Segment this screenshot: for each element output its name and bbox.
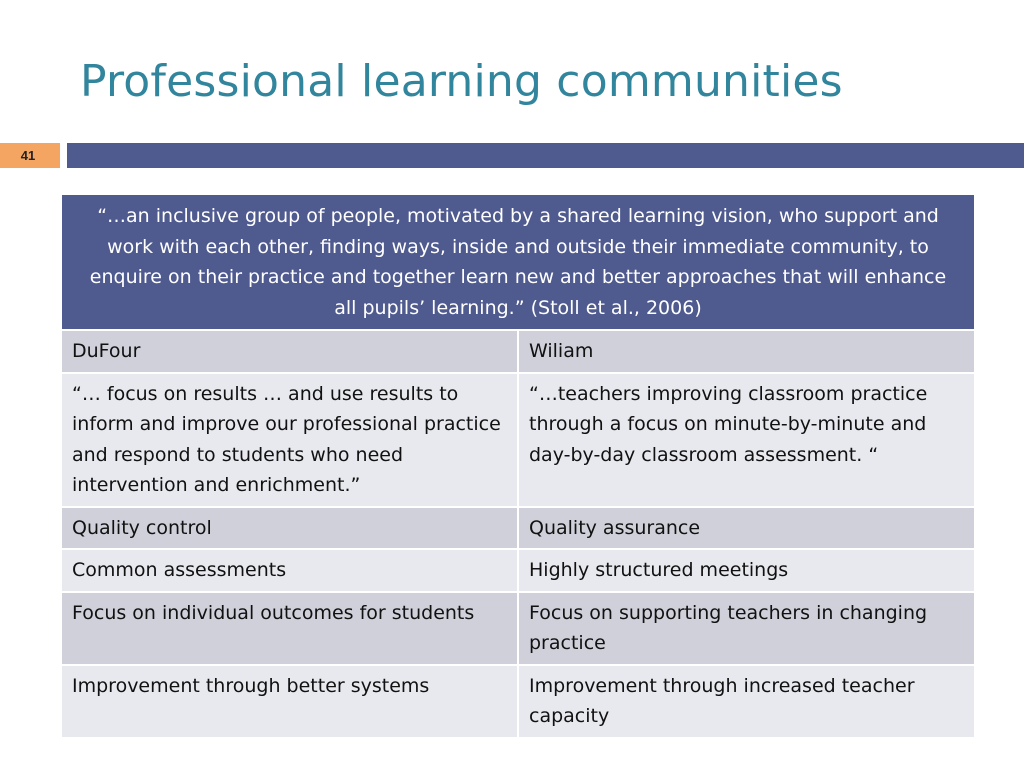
- table-row: [61, 665, 975, 738]
- page-number-badge: [0, 143, 60, 168]
- table-cell-right: Highly structured meetings: [518, 549, 975, 592]
- table-row: [61, 592, 975, 665]
- page-number: 41: [20, 148, 36, 163]
- table-cell-left: DuFour: [61, 330, 518, 373]
- table-cell-right: “…teachers improving classroom practice through a focus on minute-by-minute and day-by-day classroom assessment. “: [518, 373, 975, 507]
- table-row: [61, 330, 975, 373]
- table-cell-right: Focus on supporting teachers in changing practice: [518, 592, 975, 665]
- table-cell-left: Focus on individual outcomes for students: [61, 592, 518, 665]
- quote-row: [61, 194, 975, 330]
- table-cell-right: Quality assurance: [518, 507, 975, 550]
- table-cell-left: “… focus on results … and use results to inform and improve our professional practice and respond to students who need intervention and enrichment.”: [61, 373, 518, 507]
- table-cell-right: Improvement through increased teacher capacity: [518, 665, 975, 738]
- table-cell-left: Common assessments: [61, 549, 518, 592]
- table-cell-right: Wiliam: [518, 330, 975, 373]
- table-row: [61, 373, 975, 507]
- table-cell-left: Quality control: [61, 507, 518, 550]
- header-bar: [67, 143, 1024, 168]
- table-row: [61, 549, 975, 592]
- definition-quote: “…an inclusive group of people, motivated by a shared learning vision, who support and work with each other, finding ways, inside and outside their immediate community, to enquire on their practice and together learn new and better approaches that will enhance all pupils’ learning.” (Stoll et al., 2006): [61, 194, 975, 330]
- table-row: [61, 507, 975, 550]
- table-cell-left: Improvement through better systems: [61, 665, 518, 738]
- comparison-table: [60, 193, 976, 739]
- slide-title: Professional learning communities: [80, 56, 843, 107]
